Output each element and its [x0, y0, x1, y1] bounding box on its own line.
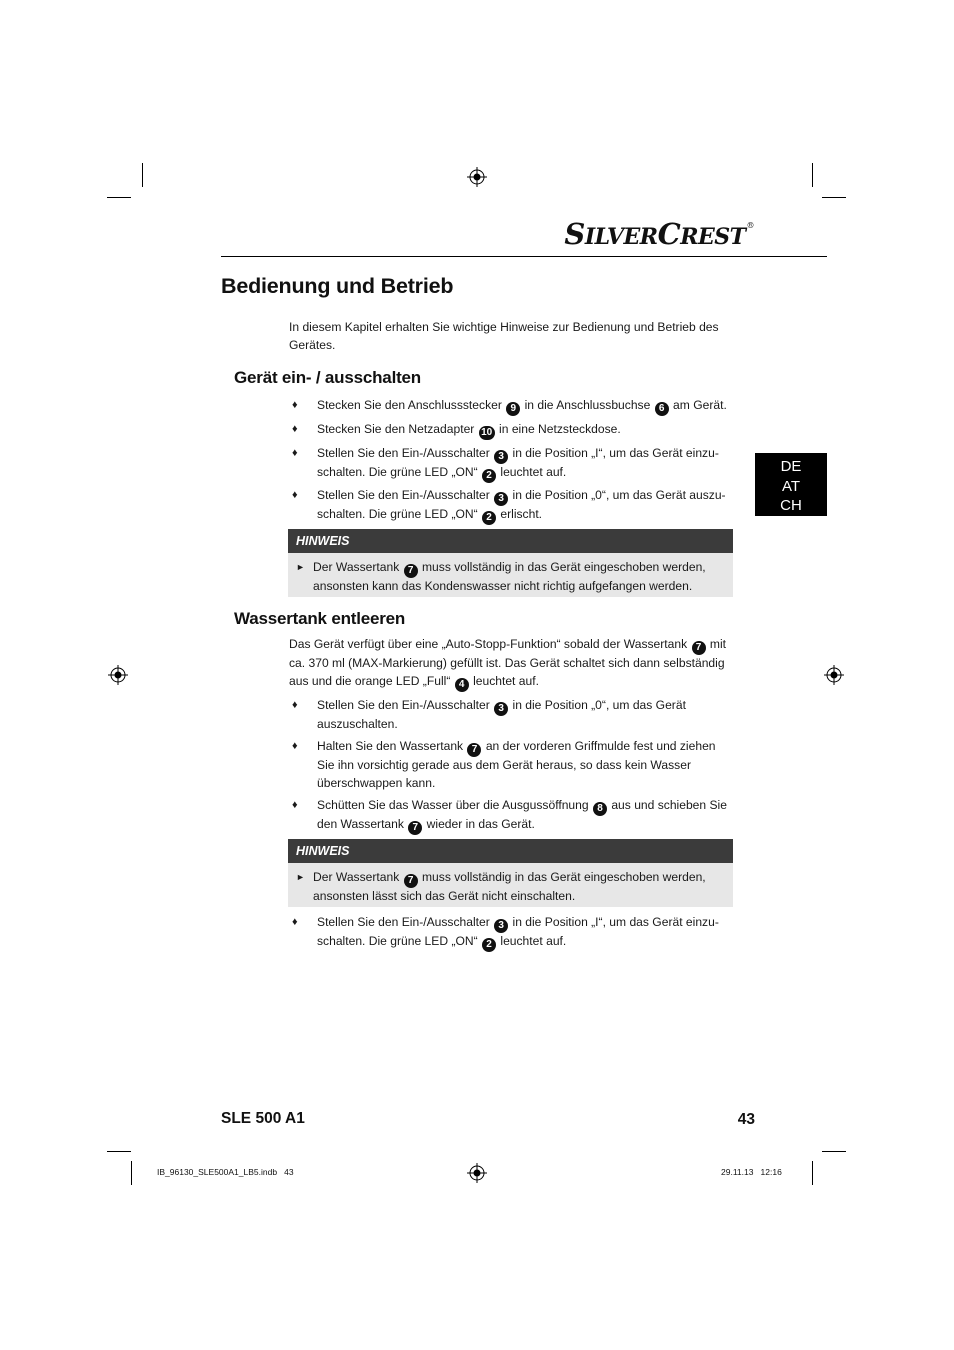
- bullet-diamond-icon: ♦: [292, 916, 298, 928]
- bullet-diamond-icon: ♦: [292, 489, 298, 501]
- part-number-badge: 3: [494, 450, 508, 464]
- bullet-diamond-icon: ♦: [292, 799, 298, 811]
- crop-mark: [822, 197, 846, 198]
- model-name: SLE 500 A1: [221, 1110, 305, 1127]
- crop-mark: [812, 1161, 813, 1185]
- section-heading-empty-tank: Wassertank entleeren: [234, 609, 406, 628]
- chapter-intro: In diesem Kapitel erhalten Sie wichtige Hinweise zur Bedienung und Betrieb des Gerätes.: [289, 320, 719, 352]
- registration-mark-icon: [467, 1163, 487, 1183]
- print-file-info: IB_96130_SLE500A1_LB5.indb 43: [157, 1167, 294, 1177]
- section-intro: Das Gerät verfügt über eine „Auto-Stopp-Funktion“ sobald der Wassertank 7 mit ca. 370 ml (MAX-Markierung) gefüllt ist. Das Gerät schaltet sich dann selbständig aus und die orange LED „Full“ 4 leuchtet auf.: [289, 637, 727, 690]
- part-number-badge: 9: [506, 402, 520, 416]
- part-number-badge: 7: [404, 874, 418, 888]
- page-number: 43: [737, 1111, 755, 1128]
- language-code: CH: [780, 497, 802, 514]
- bullet-diamond-icon: ♦: [292, 447, 298, 459]
- list-item: ♦ Stellen Sie den Ein-/Ausschalter 3 in die Position „0“, um das Gerät auszu-schalten. Die grüne LED „ON“ 2 erlischt.: [292, 488, 726, 523]
- part-number-badge: 7: [408, 821, 422, 835]
- note-body: ► Der Wassertank 7 muss vollständig in das Gerät eingeschoben werden, ansonsten lässt sich das Gerät nicht einschalten.: [288, 863, 733, 907]
- crop-mark: [812, 163, 813, 187]
- crop-mark: [142, 163, 143, 187]
- crop-mark: [822, 1151, 846, 1152]
- list-item: ♦ Stecken Sie den Anschlussstecker 9 in die Anschlussbuchse 6 am Gerät.: [292, 398, 727, 414]
- registration-mark-icon: [824, 665, 844, 685]
- crop-mark: [107, 1151, 131, 1152]
- bullet-diamond-icon: ♦: [292, 740, 298, 752]
- bullet-diamond-icon: ♦: [292, 699, 298, 711]
- header-rule: [221, 256, 827, 257]
- language-code: AT: [781, 477, 801, 495]
- list-item: ♦ Stellen Sie den Ein-/Ausschalter 3 in die Position „I“, um das Gerät einzu-schalten. Die grüne LED „ON“ 2 leuchtet auf.: [292, 446, 719, 481]
- page-title: Bedienung und Betrieb: [221, 274, 454, 298]
- part-number-badge: 7: [467, 743, 481, 757]
- list-item: ♦ Stellen Sie den Ein-/Ausschalter 3 in die Position „0“, um das Gerät auszuschalten.: [292, 698, 686, 731]
- part-number-badge: 3: [494, 919, 508, 933]
- language-code: DE: [780, 458, 802, 475]
- bullet-diamond-icon: ♦: [292, 399, 298, 411]
- section-heading-switch: Gerät ein- / ausschalten: [234, 368, 421, 387]
- part-number-badge: 2: [482, 938, 496, 952]
- part-number-badge: 6: [655, 402, 669, 416]
- list-item: ♦ Halten Sie den Wassertank 7 an der vorderen Griffmulde fest und ziehen Sie ihn vorsichtig gerade aus dem Gerät heraus, so dass kein Wasser überschwappen kann.: [292, 739, 716, 790]
- list-item: ♦ Stellen Sie den Ein-/Ausschalter 3 in die Position „I“, um das Gerät einzu-schalten. Die grüne LED „ON“ 2 leuchtet auf.: [292, 915, 719, 950]
- note-body: ► Der Wassertank 7 muss vollständig in das Gerät eingeschoben werden, ansonsten kann das Kondenswasser nicht richtig aufgefangen werden.: [288, 553, 733, 597]
- part-number-badge: 10: [479, 426, 495, 440]
- crop-mark: [107, 197, 131, 198]
- arrow-right-icon: ►: [296, 872, 305, 882]
- part-number-badge: 8: [593, 802, 607, 816]
- bullet-diamond-icon: ♦: [292, 423, 298, 435]
- part-number-badge: 4: [455, 678, 469, 692]
- language-tab: [755, 453, 827, 516]
- list-item: ♦ Stecken Sie den Netzadapter 10 in eine Netzsteckdose.: [292, 422, 621, 438]
- part-number-badge: 7: [692, 641, 706, 655]
- note-header: HINWEIS: [288, 839, 733, 863]
- silvercrest-logo: SILVERCREST®: [564, 217, 754, 251]
- list-item: ♦ Schütten Sie das Wasser über die Ausgussöffnung 8 aus und schieben Sie den Wassertank 7 wieder in das Gerät.: [292, 798, 727, 833]
- part-number-badge: 7: [404, 564, 418, 578]
- arrow-right-icon: ►: [296, 562, 305, 572]
- part-number-badge: 2: [482, 469, 496, 483]
- part-number-badge: 3: [494, 702, 508, 716]
- crop-mark: [131, 1161, 132, 1185]
- print-datetime: 29.11.13 12:16: [721, 1167, 782, 1177]
- part-number-badge: 2: [482, 511, 496, 525]
- registration-mark-icon: [108, 665, 128, 685]
- part-number-badge: 3: [494, 492, 508, 506]
- registration-mark-icon: [467, 167, 487, 187]
- note-header: HINWEIS: [288, 529, 733, 553]
